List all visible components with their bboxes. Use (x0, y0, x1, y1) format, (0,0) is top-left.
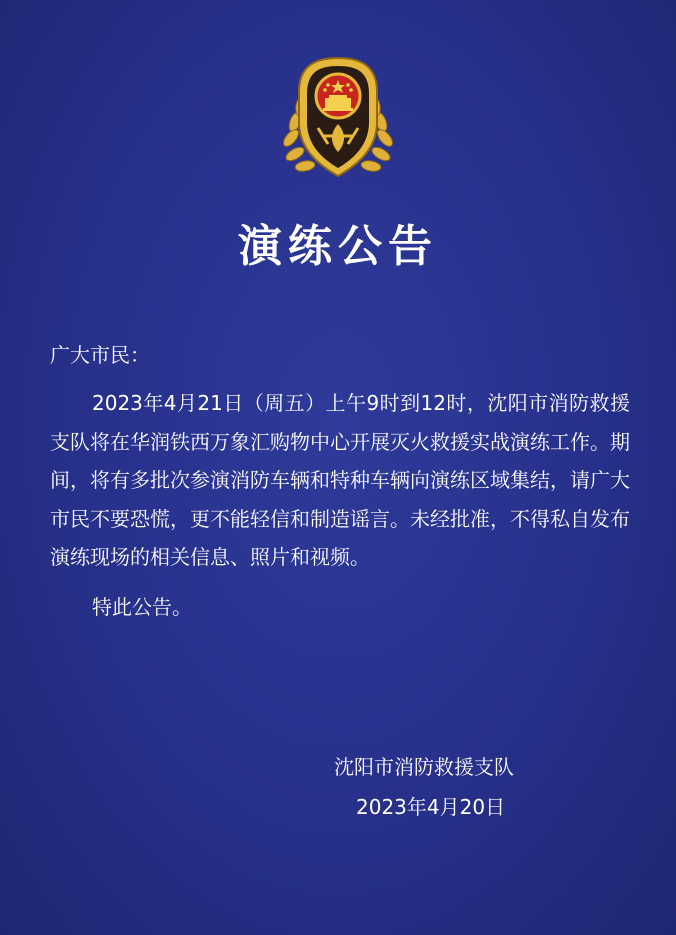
notice-body: 2023年4月21日（周五）上午9时到12时，沈阳市消防救援支队将在华润铁西万象汇购物中心开展灭火救援实战演练工作。期间，将有多批次参演消防车辆和特种车辆向演练区域集结，请广大市民不要恐慌，更不能轻信和制造谣言。未经批准，不得私自发布演练现场的相关信息、照片和视频。 (50, 391, 630, 569)
closing-line: 特此公告。 (92, 595, 192, 619)
notice-title: 演练公告 (238, 221, 438, 272)
issuer-signature: 沈阳市消防救援支队 (334, 755, 514, 779)
fire-rescue-emblem (273, 52, 403, 184)
issue-date: 2023年4月20日 (356, 795, 506, 819)
salutation: 广大市民： (50, 343, 150, 367)
